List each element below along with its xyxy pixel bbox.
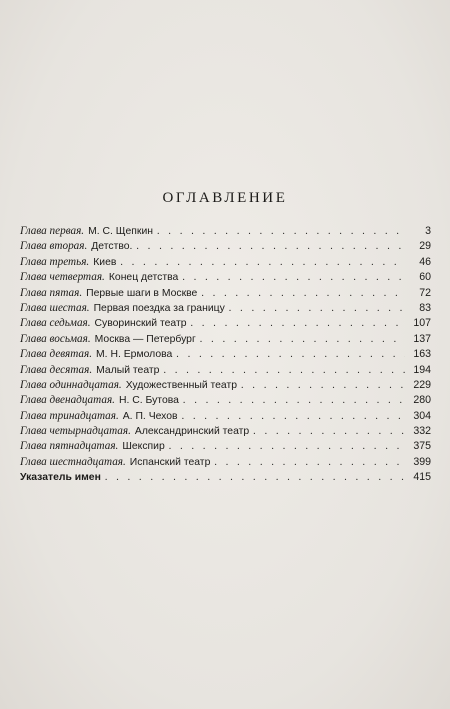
dot-leader: [214, 455, 405, 470]
dot-leader: [253, 424, 405, 439]
chapter-title: Первые шаги в Москве: [86, 287, 198, 299]
dot-leader: [191, 316, 406, 331]
toc-entry: [20, 363, 431, 378]
page-number: 46: [419, 255, 431, 268]
chapter-number: Глава первая.: [20, 225, 85, 237]
chapter-number: Глава пятая.: [20, 286, 83, 299]
chapter-title: Шекспир: [122, 441, 165, 453]
chapter-number: Глава двенадцатая.: [20, 394, 115, 407]
toc-entry: [20, 224, 431, 239]
toc-entry: [20, 378, 431, 393]
dot-leader: [163, 363, 405, 378]
page-number: 83: [419, 301, 431, 314]
chapter-number: Глава четырнадцатая.: [20, 425, 131, 438]
dot-leader: [200, 332, 405, 347]
dot-leader: [169, 439, 405, 454]
toc-entry: [20, 270, 431, 285]
chapter-title: Первая поездка за границу: [93, 302, 225, 314]
dot-leader: [241, 378, 405, 393]
page-number: 304: [413, 409, 431, 422]
chapter-title: Испанский театр: [129, 456, 211, 468]
dot-leader: [201, 286, 405, 301]
chapter-number: Глава тринадцатая.: [20, 409, 119, 422]
page-number: 72: [419, 286, 431, 299]
chapter-title: М. С. Щепкин: [88, 226, 154, 237]
toc-entry: [20, 239, 431, 254]
toc-entry: [20, 332, 431, 347]
chapter-title: А. П. Чехов: [122, 410, 178, 422]
chapter-title: Александринский театр: [134, 426, 250, 438]
chapter-title: Суворинский театр: [94, 318, 187, 330]
toc-entry-index: [20, 470, 431, 485]
chapter-title: Н. С. Бутова: [118, 395, 179, 407]
toc-entry: [20, 424, 431, 439]
toc-entry: [20, 286, 431, 301]
page-number: 3: [425, 225, 431, 237]
dot-leader: [157, 224, 405, 239]
toc-entry: [20, 455, 431, 470]
chapter-number: Глава седьмая.: [20, 317, 91, 330]
page-number: 194: [413, 363, 431, 376]
toc-entry: [20, 439, 431, 454]
toc-entry: [20, 301, 431, 316]
chapter-number: Глава четвертая.: [20, 271, 105, 284]
page-number: 29: [419, 240, 431, 253]
chapter-number: Глава девятая.: [20, 348, 93, 361]
dot-leader: [182, 270, 405, 285]
toc-entry: [20, 409, 431, 424]
page-number: 399: [413, 455, 431, 468]
chapter-number: Глава десятая.: [20, 363, 93, 376]
dot-leader: [120, 255, 405, 270]
page-number: 375: [413, 440, 431, 453]
chapter-number: Глава пятнадцатая.: [20, 440, 119, 453]
index-title: Указатель имен: [20, 472, 101, 484]
page-number: 229: [413, 378, 431, 391]
page-number: 280: [413, 394, 431, 407]
dot-leader: [176, 347, 405, 362]
page-number: 332: [413, 425, 431, 438]
dot-leader: [105, 470, 405, 485]
toc-entry: [20, 255, 431, 270]
toc-entry: [20, 316, 431, 331]
dot-leader: [229, 301, 405, 316]
chapter-title: Киев: [93, 256, 117, 268]
dot-leader: [183, 393, 405, 408]
toc-entry: [20, 347, 431, 362]
page-number: 60: [419, 271, 431, 284]
page-number: 163: [413, 348, 431, 361]
chapter-number: Глава шестнадцатая.: [20, 455, 126, 468]
chapter-number: Глава шестая.: [20, 301, 90, 314]
toc-entry: [20, 393, 431, 408]
toc-heading: ОГЛАВЛЕНИЕ: [162, 190, 288, 206]
chapter-title: Конец детства: [108, 272, 179, 284]
chapter-number: Глава третья.: [20, 255, 90, 268]
page-number: 107: [413, 317, 431, 330]
page-number: 415: [413, 471, 431, 484]
table-of-contents: [20, 224, 431, 486]
dot-leader: [136, 239, 405, 254]
dot-leader: [182, 409, 405, 424]
chapter-number: Глава одиннадцатая.: [20, 378, 122, 391]
chapter-number: Глава вторая.: [20, 240, 88, 253]
chapter-title: Малый театр: [96, 364, 160, 376]
chapter-title: Москва — Петербург: [94, 333, 196, 345]
chapter-number: Глава восьмая.: [20, 332, 91, 345]
chapter-title: Детство.: [91, 241, 133, 253]
chapter-title: Художественный театр: [125, 379, 238, 391]
page-number: 137: [413, 332, 431, 345]
chapter-title: М. Н. Ермолова: [96, 349, 173, 361]
